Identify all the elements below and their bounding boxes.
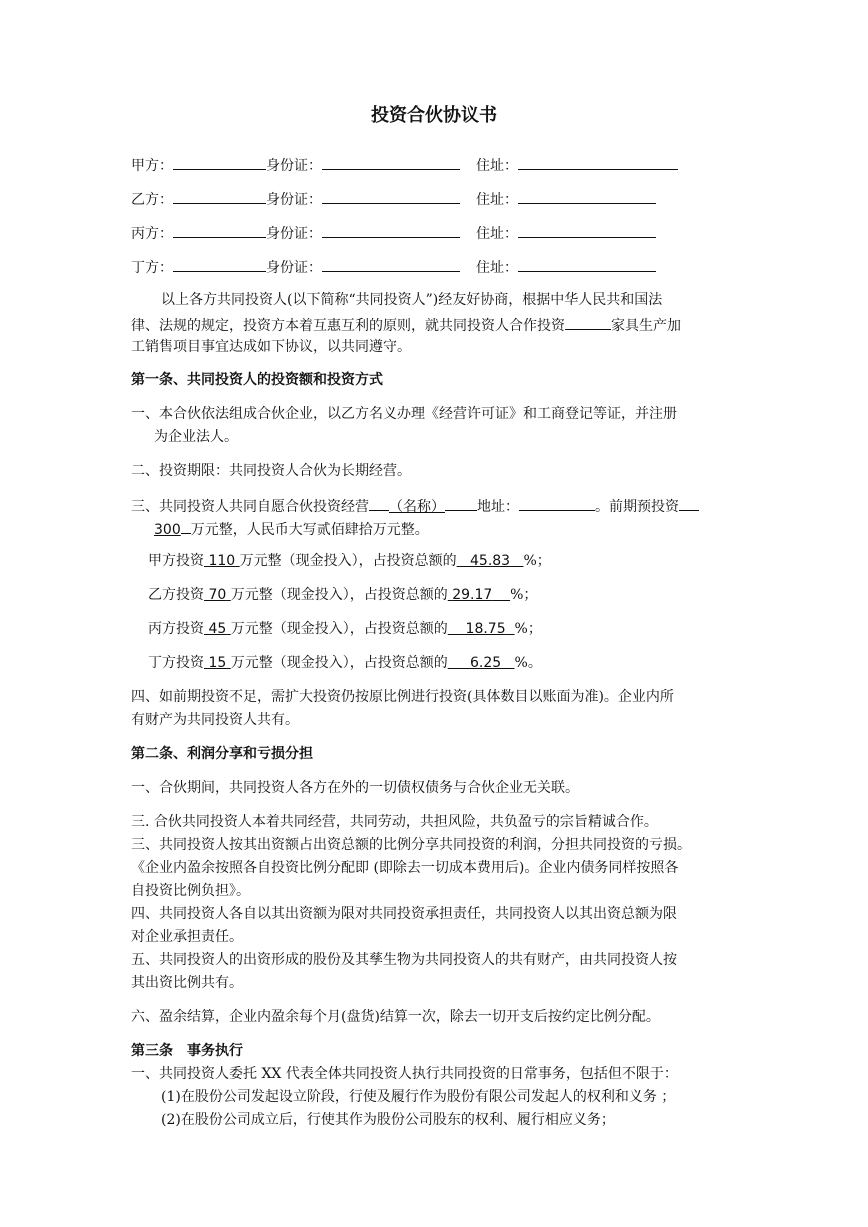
share-amount[interactable]: 70	[208, 587, 227, 603]
name-blank[interactable]	[173, 257, 266, 272]
investment-blank[interactable]	[565, 315, 611, 330]
address-blank[interactable]	[518, 257, 656, 272]
section-heading: 第一条、共同投资人的投资额和投资方式	[131, 372, 383, 388]
intro-line: 律、法规的规定，投资方本着互惠互利的原则，就共同投资人合作投资 家具生产加	[131, 315, 681, 335]
clause-line: 五、共同投资人的出资形成的股份及其孳生物为共同投资人的共有财产，由共同投资人按	[131, 952, 677, 968]
section-heading: 第二条、利润分享和亏损分担	[131, 746, 313, 762]
id-blank[interactable]	[322, 223, 460, 238]
clause-line: 六、盈余结算，企业内盈余每个月(盘货)结算一次，除去一切开支后按约定比例分配。	[131, 1009, 660, 1025]
clause-line: 三、共同投资人按其出资额占出资总额的比例分享共同投资的利润，分担共同投资的亏损。	[131, 837, 691, 853]
company-name-field[interactable]: （名称）	[389, 499, 445, 515]
id-blank[interactable]	[322, 189, 460, 204]
clause-line: 为企业法人。	[154, 429, 238, 445]
share-percent[interactable]: 6.25	[470, 655, 502, 671]
share-amount[interactable]: 15	[208, 655, 227, 671]
share-row: 丙方投资 45 万元整（现金投入），占投资总额的 18.75 %；	[148, 621, 542, 637]
clause-line: 三、共同投资人共同自愿合伙投资经营 （名称） 地址： 。前期预投资	[131, 496, 699, 516]
clause-line: 二、投资期限：共同投资人合伙为长期经营。	[131, 463, 411, 479]
document-title: 投资合伙协议书	[371, 105, 497, 126]
share-row: 乙方投资 70 万元整（现金投入），占投资总额的 29.17 %；	[148, 587, 538, 603]
clause-line: 四、如前期投资不足，需扩大投资仍按原比例进行投资(具体数目以账面为准)。企业内所	[131, 689, 674, 705]
party-row: 丙方： 身份证： 住址：	[131, 223, 656, 243]
address-blank[interactable]	[518, 155, 678, 170]
section-heading: 第三条 事务执行	[131, 1043, 243, 1059]
clause-line: (2)在股份公司成立后，行使其作为股份公司股东的权利、履行相应义务；	[161, 1112, 615, 1128]
share-amount[interactable]: 110	[208, 553, 236, 569]
party-row: 乙方： 身份证： 住址：	[131, 189, 656, 209]
share-percent[interactable]: 18.75	[465, 621, 506, 637]
address-blank[interactable]	[518, 223, 656, 238]
name-blank[interactable]	[173, 223, 266, 238]
name-blank[interactable]	[173, 189, 266, 204]
share-amount[interactable]: 45	[208, 621, 227, 637]
clause-line: 对企业承担责任。	[131, 929, 243, 945]
share-percent[interactable]: 29.17	[452, 587, 493, 603]
clause-line: (1)在股份公司发起设立阶段，行使及履行作为股份有限公司发起人的权利和义务 ；	[161, 1089, 676, 1105]
party-row: 丁方： 身份证： 住址：	[131, 257, 656, 277]
party-row: 甲方： 身份证： 住址：	[131, 155, 678, 175]
share-percent[interactable]: 45.83	[470, 553, 511, 569]
id-blank[interactable]	[322, 257, 460, 272]
clause-line: 有财产为共同投资人共有。	[131, 712, 299, 728]
share-row: 丁方投资 15 万元整（现金投入），占投资总额的 6.25 %。	[148, 655, 542, 671]
share-row: 甲方投资 110 万元整（现金投入），占投资总额的 45.83 %；	[148, 553, 551, 569]
clause-line: 三. 合伙共同投资人本着共同经营，共同劳动，共担风险，共负盈亏的宗旨精诚合作。	[131, 814, 658, 830]
id-blank[interactable]	[322, 155, 460, 170]
clause-line: 其出资比例共有。	[131, 975, 243, 991]
clause-line: 四、共同投资人各自以其出资额为限对共同投资承担责任，共同投资人以其出资总额为限	[131, 906, 677, 922]
total-investment-amount[interactable]: 300	[154, 522, 181, 538]
clause-line: 《企业内盈余按照各自投资比例分配即 (即除去一切成本费用后)。企业内债务同样按照各	[131, 860, 679, 876]
clause-line: 一、共同投资人委托 XX 代表全体共同投资人执行共同投资的日常事务，包括但不限于：	[131, 1066, 678, 1082]
clause-line: 一、合伙期间，共同投资人各方在外的一切债权债务与合伙企业无关联。	[131, 780, 579, 796]
clause-line: 一、本合伙依法组成合伙企业，以乙方名义办理《经营许可证》和工商登记等证，并注册	[131, 406, 677, 422]
intro-line: 工销售项目事宜达成如下协议，以共同遵守。	[131, 339, 411, 355]
address-blank[interactable]	[519, 496, 595, 511]
clause-line: 自投资比例负担》。	[131, 883, 250, 899]
clause-line: 300 万元整，人民币大写贰佰肆拾万元整。	[154, 519, 429, 539]
intro-line: 以上各方共同投资人(以下简称“共同投资人”)经友好协商，根据中华人民共和国法	[161, 292, 663, 308]
address-blank[interactable]	[518, 189, 656, 204]
name-blank[interactable]	[173, 155, 266, 170]
